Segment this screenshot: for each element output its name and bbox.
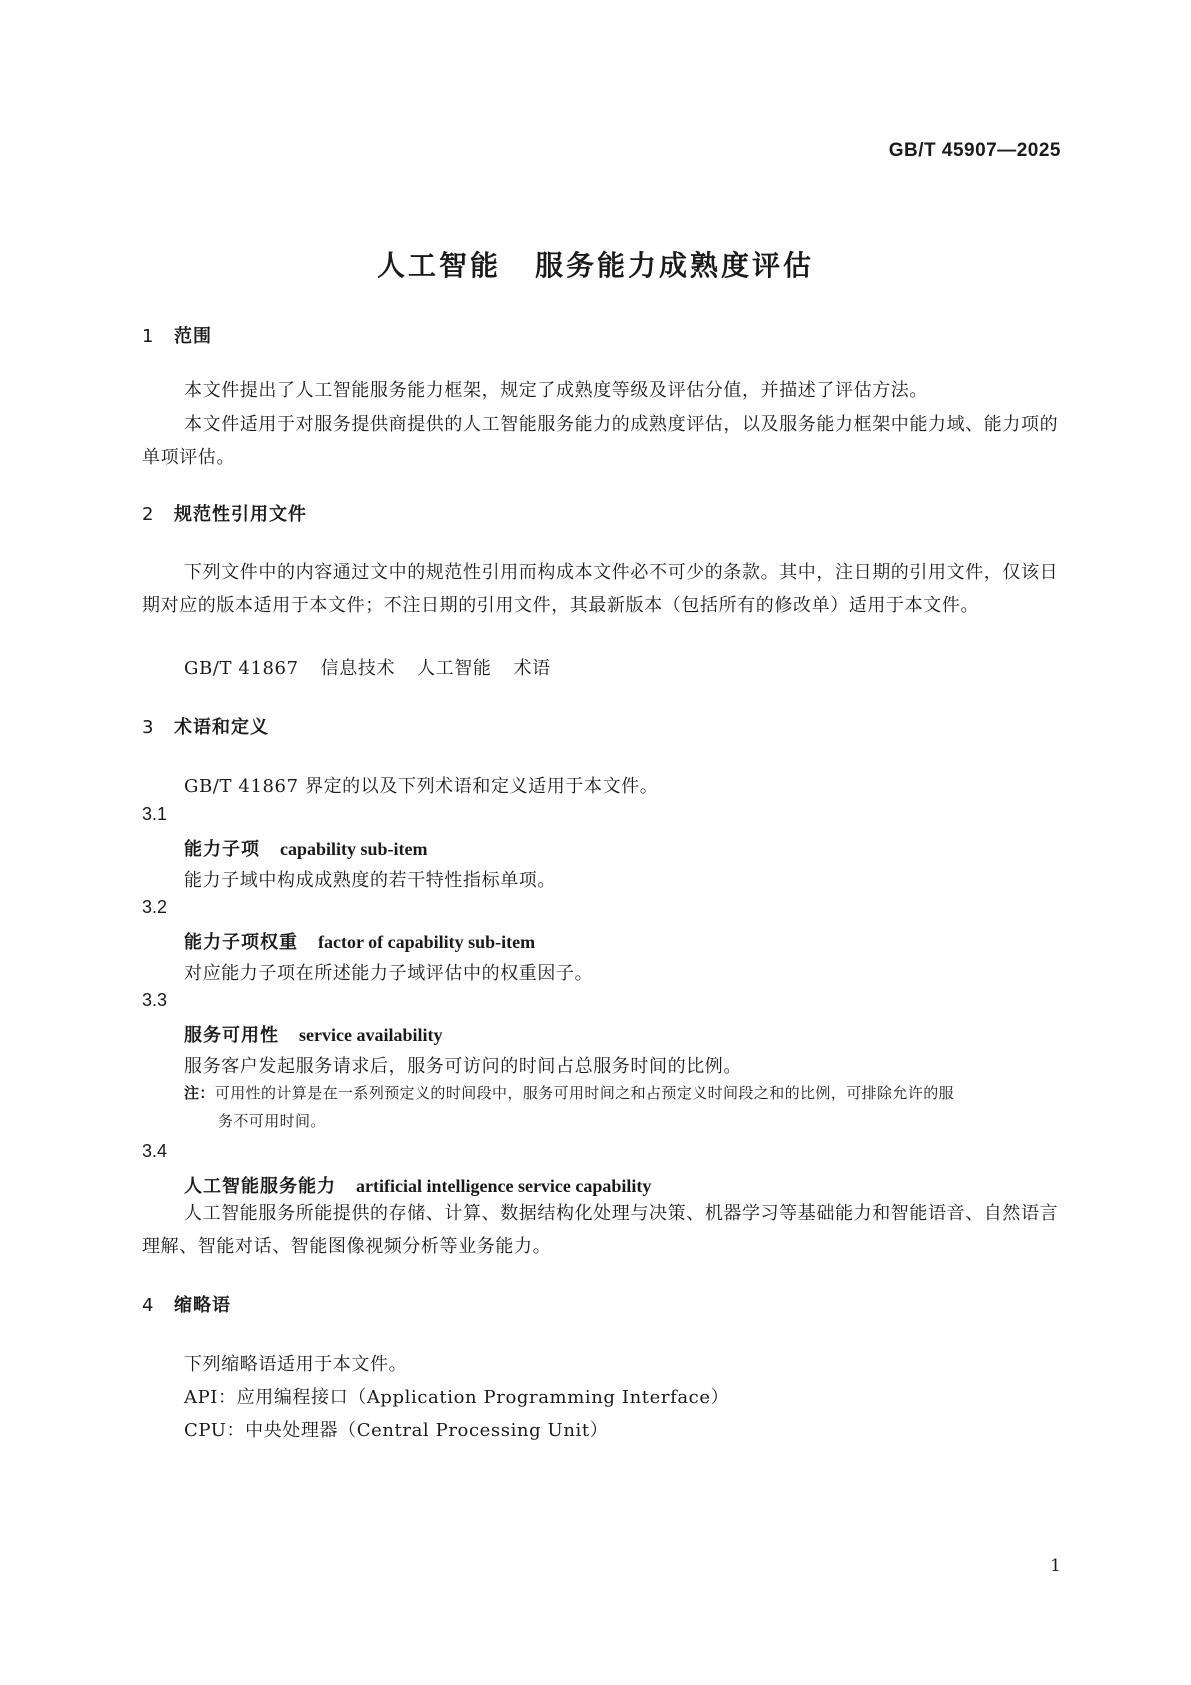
term-number: 3.1 <box>142 804 168 824</box>
standard-code: GB/T 45907—2025 <box>888 140 1061 161</box>
term-number: 3.4 <box>142 1141 168 1161</box>
abbreviation-item: CPU：中央处理器（Central Processing Unit） <box>184 1420 609 1441</box>
section-2-heading <box>142 500 307 526</box>
page-number: 1 <box>1050 1556 1061 1576</box>
page-title <box>0 244 1191 284</box>
section-title: 规范性引用文件 <box>174 504 307 525</box>
term-number: 3.2 <box>142 897 168 917</box>
term-zh: 能力子项权重 <box>184 932 298 953</box>
reference-title-2: 人工智能 <box>417 658 492 679</box>
term-note <box>184 1079 1064 1135</box>
term-zh: 人工智能服务能力 <box>184 1176 336 1197</box>
section-number: 1 <box>142 326 155 347</box>
section-number: 2 <box>142 504 155 525</box>
term-en: service availability <box>299 1025 443 1045</box>
term-heading <box>184 1172 651 1198</box>
abbreviations-intro: 下列缩略语适用于本文件。 <box>184 1354 408 1375</box>
term-definition: 对应能力子项在所述能力子域评估中的权重因子。 <box>184 963 594 984</box>
section-1-heading <box>142 322 212 348</box>
term-en: factor of capability sub-item <box>318 932 536 952</box>
reference-code: GB/T 41867 <box>184 658 299 679</box>
term-number: 3.3 <box>142 990 168 1010</box>
scope-paragraph-1: 本文件提出了人工智能服务能力框架，规定了成熟度等级及评估分值，并描述了评估方法。 <box>184 380 928 401</box>
section-title: 缩略语 <box>174 1295 231 1316</box>
term-heading <box>184 928 535 954</box>
section-number: 4 <box>142 1295 155 1316</box>
title-part-1: 人工智能 <box>376 249 501 282</box>
reference-title-3: 术语 <box>513 658 551 679</box>
section-title: 术语和定义 <box>174 717 269 738</box>
term-en: capability sub-item <box>280 839 428 859</box>
reference-item <box>184 654 551 680</box>
term-definition: 能力子域中构成成熟度的若干特性指标单项。 <box>184 870 556 891</box>
term-definition: 人工智能服务所能提供的存储、计算、数据结构化处理与决策、机器学习等基础能力和智能语音、自然语言理解、智能对话、智能图像视频分析等业务能力。 <box>142 1203 1059 1257</box>
note-text-line-1: 可用性的计算是在一系列预定义的时间段中，服务可用时间之和占预定义时间段之和的比例，可排除允许的服 <box>214 1084 955 1102</box>
reference-title-1: 信息技术 <box>320 658 396 679</box>
normative-references-paragraph: 下列文件中的内容通过文中的规范性引用而构成本文件必不可少的条款。其中，注日期的引用文件，仅该日期对应的版本适用于本文件；不注日期的引用文件，其最新版本（包括所有的修改单）适用于本文件。 <box>142 562 1059 616</box>
section-title: 范围 <box>174 326 212 347</box>
term-heading <box>184 1021 442 1047</box>
section-4-heading <box>142 1291 231 1317</box>
note-label: 注： <box>184 1084 215 1102</box>
term-definition: 服务客户发起服务请求后，服务可访问的时间占总服务时间的比例。 <box>184 1056 742 1077</box>
abbreviation-item: API：应用编程接口（Application Programming Interface） <box>184 1387 730 1408</box>
term-zh: 服务可用性 <box>184 1025 279 1046</box>
term-en: artificial intelligence service capability <box>356 1176 652 1196</box>
note-text-line-2: 务不可用时间。 <box>218 1112 326 1130</box>
scope-paragraph-2: 本文件适用于对服务提供商提供的人工智能服务能力的成熟度评估，以及服务能力框架中能力域、能力项的单项评估。 <box>142 414 1059 468</box>
term-zh: 能力子项 <box>184 839 260 860</box>
term-heading <box>184 835 428 861</box>
section-number: 3 <box>142 717 155 738</box>
terms-intro: GB/T 41867 界定的以及下列术语和定义适用于本文件。 <box>184 776 659 797</box>
section-3-heading <box>142 713 269 739</box>
title-part-2: 服务能力成熟度评估 <box>535 249 815 282</box>
